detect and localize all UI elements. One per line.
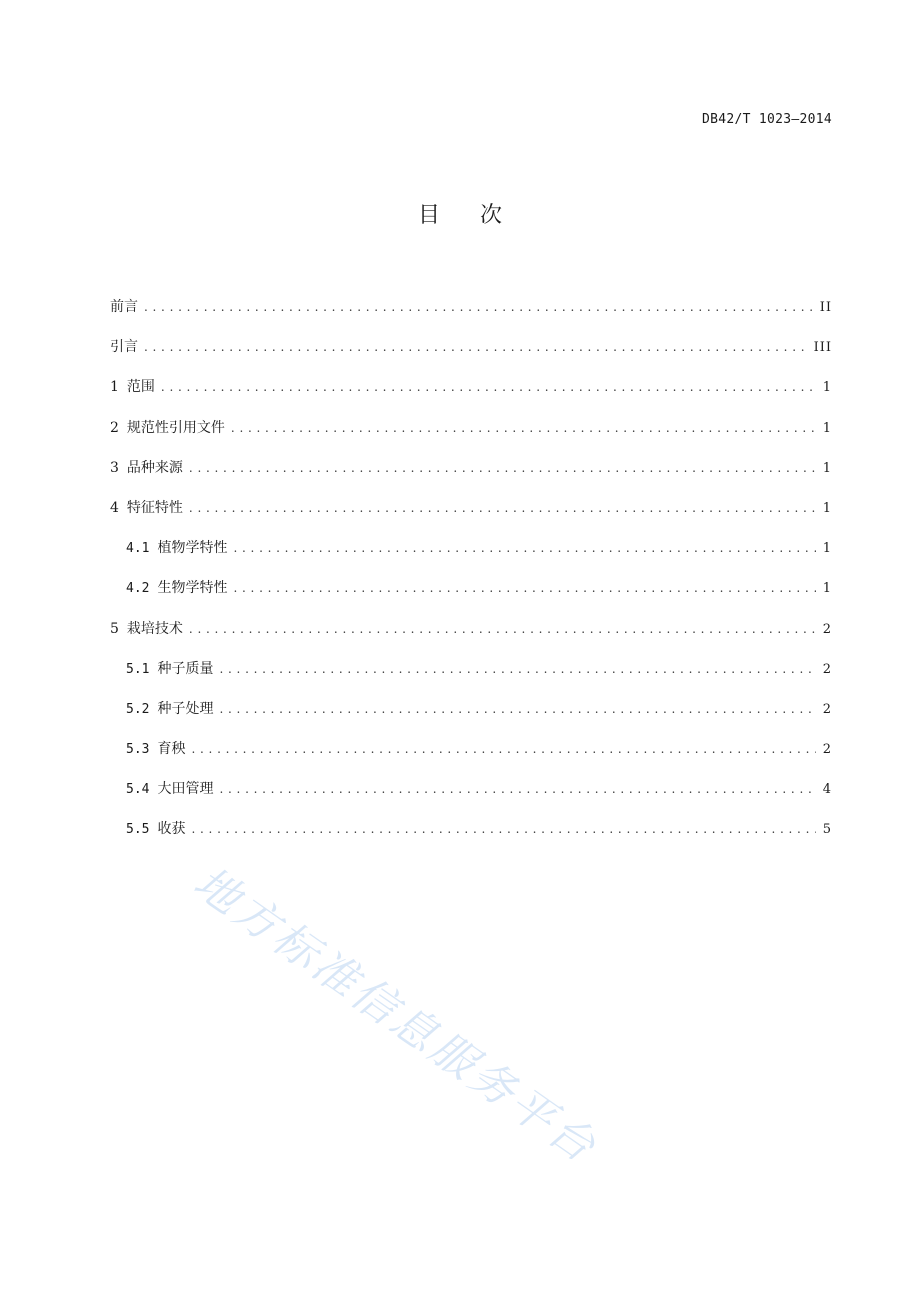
toc-entry-title: 育秧 [157,741,186,758]
toc-entry[interactable] [110,296,832,336]
toc-entry-number: 1 [110,379,119,396]
document-code: DB42/T 1023—2014 [701,112,832,127]
toc-entry-number: 4.2 [126,581,150,597]
toc-entry-title: 种子质量 [157,660,214,677]
toc-entry-number: 5.3 [126,742,150,758]
dot-leader [219,702,816,716]
toc-entry[interactable] [110,658,832,698]
toc-entry-title: 种子处理 [157,700,214,717]
toc-entry-page: 2 [822,701,832,717]
toc-entry-page: 4 [822,782,832,798]
toc-entry[interactable] [110,577,832,617]
toc-entry[interactable] [110,457,832,497]
dot-leader [189,622,816,636]
dot-leader [189,461,816,475]
dot-leader [233,541,816,555]
toc-entry-number: 5.4 [126,782,150,798]
dot-leader [189,501,816,515]
toc-entry[interactable] [110,376,832,416]
toc-entry-number: 3 [110,459,119,476]
toc-entry-title: 引言 [110,339,138,356]
toc-entry-number: 4 [110,499,119,516]
toc-entry[interactable] [110,778,832,818]
toc-entry-title: 品种来源 [126,459,183,476]
toc-entry-title: 规范性引用文件 [126,419,225,436]
toc-entry-page: 1 [822,541,832,557]
dot-leader [144,300,814,314]
toc-entry[interactable] [110,497,832,537]
toc-entry-number: 5.1 [126,661,150,677]
toc-entry-page: 1 [822,581,832,597]
toc-entry-number: 5.2 [126,701,150,717]
dot-leader [161,380,816,394]
toc-entry-page: 2 [822,742,832,758]
toc-entry-page: 1 [822,500,832,516]
toc-entry-page: 5 [822,822,832,838]
toc-entry-title: 生物学特性 [157,580,228,597]
toc-entry[interactable] [110,738,832,778]
dot-leader [219,662,816,676]
toc-entry[interactable] [110,336,832,376]
toc-entry-number: 2 [110,419,119,436]
toc-entry-title: 范围 [126,379,155,396]
toc-entry[interactable] [110,818,832,858]
toc-entry-page: 1 [822,460,832,476]
toc-entry-title: 栽培技术 [126,620,183,637]
dot-leader [191,742,816,756]
toc-entry-page: 1 [822,420,832,436]
page-title [0,198,920,229]
toc-entry-title: 植物学特性 [157,540,228,557]
title-part-2: 次 [480,203,503,228]
toc-entry[interactable] [110,698,832,738]
toc-entry-number: 5.5 [126,822,150,838]
dot-leader [191,822,816,836]
dot-leader [233,581,816,595]
toc-entry-page: 2 [822,621,832,637]
table-of-contents [110,296,832,859]
title-part-1: 目 [417,203,440,228]
dot-leader [219,782,816,796]
toc-entry-title: 前言 [110,299,138,315]
toc-entry-number: 5 [110,620,119,637]
toc-entry[interactable] [110,618,832,658]
toc-entry-title: 大田管理 [157,781,214,798]
dot-leader [231,421,816,435]
toc-entry-number: 4.1 [126,541,150,557]
toc-entry-title: 特征特性 [126,499,183,516]
toc-entry-page: 2 [822,661,832,677]
toc-entry-page: II [819,300,832,315]
toc-entry-title: 收获 [157,821,186,838]
toc-entry-page: 1 [822,380,832,396]
dot-leader [144,340,808,354]
toc-entry[interactable] [110,537,832,577]
watermark: 地方标准信息服务平台 [184,857,607,1175]
toc-entry-page: III [813,340,832,356]
toc-entry[interactable] [110,417,832,457]
